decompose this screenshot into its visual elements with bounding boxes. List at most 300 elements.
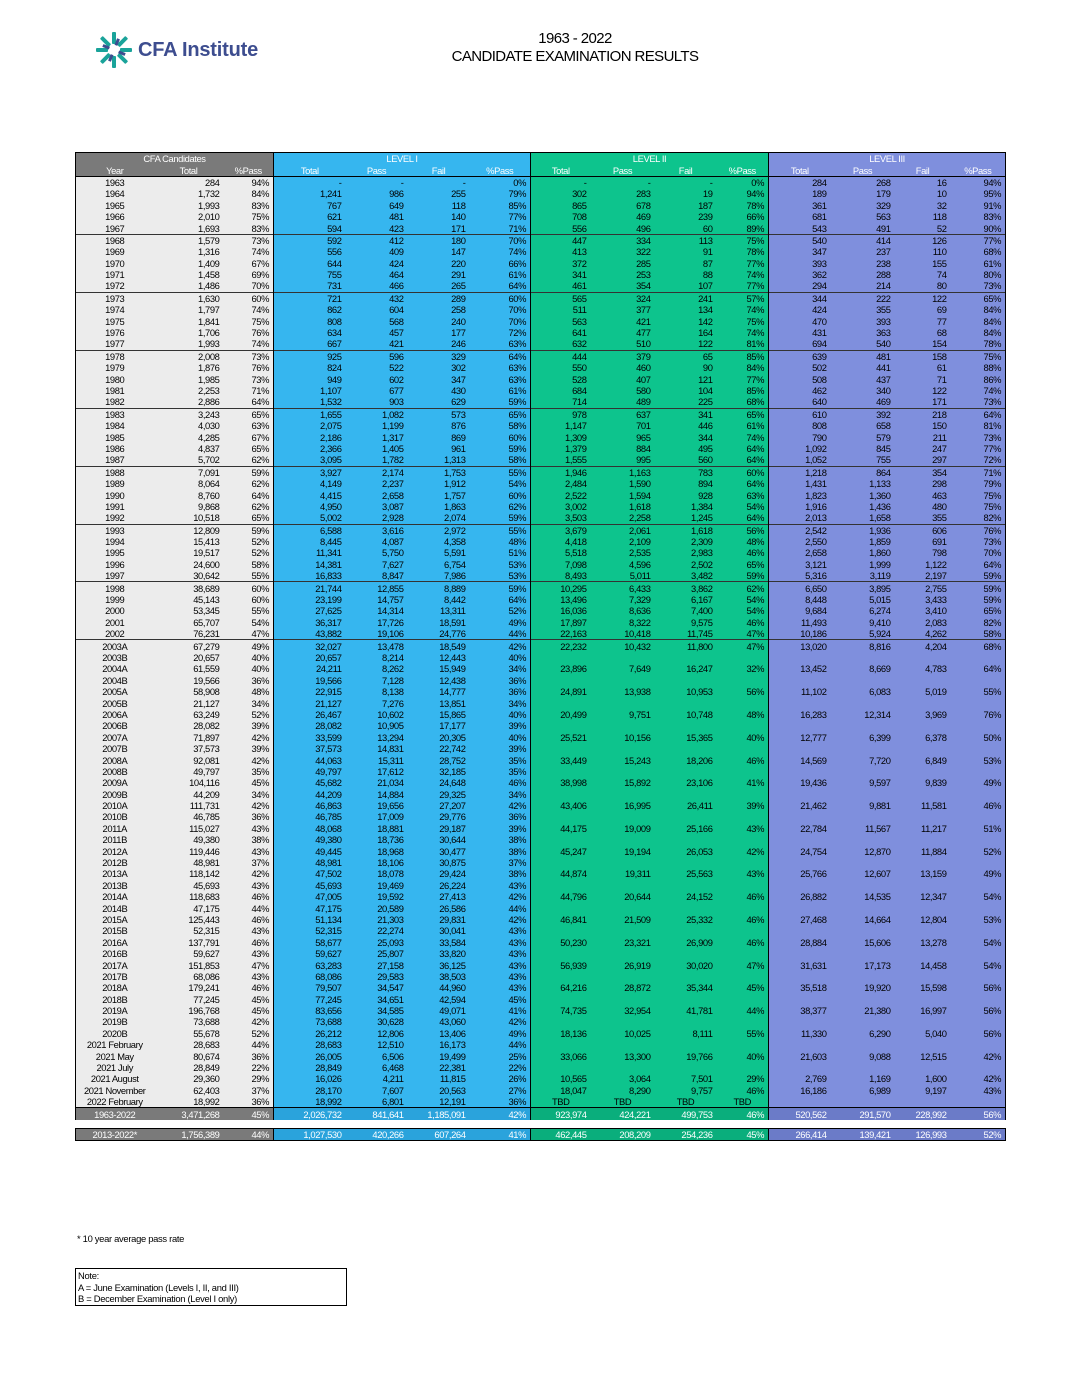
row-year: 2006B	[76, 720, 154, 731]
table-cell: 13,478	[346, 640, 408, 652]
table-cell: 681	[769, 211, 831, 222]
table-cell: 56%	[717, 686, 769, 697]
table-cell: 79,507	[274, 982, 346, 993]
table-cell: 60%	[224, 292, 274, 304]
table-row	[76, 315, 1006, 326]
table-cell: 23,896	[531, 663, 591, 674]
table-row	[76, 1005, 1006, 1016]
table-cell: 58%	[470, 420, 531, 431]
table-cell: 51%	[951, 823, 1006, 834]
table-cell: 46%	[717, 547, 769, 558]
table-cell: 393	[831, 315, 895, 326]
table-cell: 58%	[224, 559, 274, 570]
table-cell: 13,294	[346, 732, 408, 743]
table-cell: 59%	[951, 594, 1006, 605]
row-year: 1994	[76, 536, 154, 547]
table-cell: 26,882	[769, 891, 831, 902]
table-cell: 40%	[224, 652, 274, 663]
table-cell	[655, 811, 717, 822]
table-cell: 40%	[224, 663, 274, 674]
table-cell: 37%	[224, 1085, 274, 1096]
table-row	[76, 373, 1006, 384]
table-cell: 55%	[224, 570, 274, 582]
row-year: 1999	[76, 594, 154, 605]
table-cell	[831, 1039, 895, 1050]
table-row	[76, 176, 1006, 188]
table-cell: 50,230	[531, 937, 591, 948]
table-cell	[591, 652, 655, 663]
table-cell: 10,953	[655, 686, 717, 697]
table-cell: 961	[408, 443, 470, 454]
table-cell: 211	[895, 431, 951, 442]
table-cell: 49,071	[408, 1005, 470, 1016]
table-cell: 986	[346, 188, 408, 199]
table-row	[76, 396, 1006, 408]
table-cell: 3,482	[655, 570, 717, 582]
row-year: 1985	[76, 431, 154, 442]
table-cell: 17,897	[531, 617, 591, 628]
table-cell: 53%	[470, 570, 531, 582]
table-cell: 49,797	[154, 766, 224, 777]
table-cell	[769, 697, 831, 708]
table-cell: 556	[531, 222, 591, 234]
table-cell: 43%	[470, 948, 531, 959]
row-year: 2007B	[76, 743, 154, 754]
group-header-level3: LEVEL III	[769, 153, 1006, 165]
table-cell: 81%	[951, 420, 1006, 431]
table-cell: 45%	[717, 982, 769, 993]
table-cell	[951, 834, 1006, 845]
note-box	[75, 1268, 347, 1306]
table-cell: 2,026,732	[274, 1108, 346, 1120]
table-cell	[531, 743, 591, 754]
row-year: 2011B	[76, 834, 154, 845]
table-cell: 701	[591, 420, 655, 431]
table-cell: 151,853	[154, 959, 224, 970]
table-cell: 284	[154, 176, 224, 188]
table-cell: 755	[274, 269, 346, 280]
table-cell: 10,418	[591, 628, 655, 640]
table-cell: 2,522	[531, 489, 591, 500]
row-year: 2006A	[76, 709, 154, 720]
table-cell: 1,946	[531, 466, 591, 478]
table-cell: 49%	[470, 617, 531, 628]
note-line-b: B = December Examination (Level I only)	[78, 1293, 237, 1304]
table-cell: 82%	[951, 512, 1006, 524]
table-cell: 20,657	[274, 652, 346, 663]
table-row	[76, 350, 1006, 362]
table-row	[76, 971, 1006, 982]
table-cell	[831, 971, 895, 982]
table-cell: 26,586	[408, 902, 470, 913]
table-cell: 28,872	[591, 982, 655, 993]
row-year: 1963-2022	[76, 1108, 154, 1120]
table-cell: 3,471,268	[154, 1108, 224, 1120]
table-cell: 798	[895, 547, 951, 558]
table-cell: 29,424	[408, 868, 470, 879]
table-cell: 3,616	[346, 524, 408, 536]
table-cell: 20,305	[408, 732, 470, 743]
table-cell: 52	[895, 222, 951, 234]
table-cell: 22%	[470, 1062, 531, 1073]
table-cell: 437	[831, 373, 895, 384]
table-cell: 596	[346, 350, 408, 362]
table-cell	[591, 857, 655, 868]
table-cell: 10,518	[154, 512, 224, 524]
table-cell: 23,199	[274, 594, 346, 605]
table-cell: 15,949	[408, 663, 470, 674]
table-row	[76, 1085, 1006, 1096]
table-cell: 1,985	[154, 373, 224, 384]
table-cell: 28,849	[274, 1062, 346, 1073]
table-cell: 34%	[470, 663, 531, 674]
table-cell: 48%	[470, 536, 531, 547]
table-cell: 412	[346, 234, 408, 246]
page-title-years: 1963 - 2022	[538, 30, 612, 47]
table-cell: 21,509	[591, 914, 655, 925]
table-cell: 158	[895, 350, 951, 362]
table-cell: 2,197	[895, 570, 951, 582]
table-cell	[531, 1062, 591, 1073]
table-cell: 869	[408, 431, 470, 442]
table-cell: 18,047	[531, 1085, 591, 1096]
row-year: 2014A	[76, 891, 154, 902]
table-cell: 28,683	[154, 1039, 224, 1050]
table-cell: 36%	[224, 1050, 274, 1061]
table-cell	[769, 902, 831, 913]
table-cell: 604	[346, 304, 408, 315]
table-cell: 1,107	[274, 385, 346, 396]
table-cell: 884	[591, 443, 655, 454]
row-year: 2012A	[76, 845, 154, 856]
table-row	[76, 640, 1006, 652]
table-cell: 32%	[717, 663, 769, 674]
table-row	[76, 547, 1006, 558]
table-cell: 949	[274, 373, 346, 384]
table-cell: 179,241	[154, 982, 224, 993]
table-cell: 1,936	[831, 524, 895, 536]
table-cell: 104	[655, 385, 717, 396]
table-cell: 14,884	[346, 788, 408, 799]
table-cell: 6,849	[895, 754, 951, 765]
table-cell: 2,542	[769, 524, 831, 536]
table-cell: 294	[769, 280, 831, 292]
table-cell: 38%	[224, 834, 274, 845]
table-cell: 75%	[224, 315, 274, 326]
table-cell: 32,954	[591, 1005, 655, 1016]
table-cell: 1,782	[346, 454, 408, 466]
table-cell: 46,785	[154, 811, 224, 822]
table-cell: 177	[408, 327, 470, 338]
table-cell: 31,631	[769, 959, 831, 970]
table-cell: 238	[831, 258, 895, 269]
row-year: 2004B	[76, 675, 154, 686]
table-cell: 44%	[224, 902, 274, 913]
table-cell: 125,443	[154, 914, 224, 925]
table-cell: 2,174	[346, 466, 408, 478]
row-year: 2021 August	[76, 1073, 154, 1084]
table-cell: 5,011	[591, 570, 655, 582]
table-row	[76, 1062, 1006, 1073]
table-row	[76, 466, 1006, 478]
table-cell: 73%	[224, 234, 274, 246]
table-row	[76, 1028, 1006, 1039]
table-cell: 9,575	[655, 617, 717, 628]
table-cell	[951, 675, 1006, 686]
table-cell: 824	[274, 362, 346, 373]
table-cell: 7,627	[346, 559, 408, 570]
table-cell: 462,445	[531, 1128, 591, 1140]
table-cell: 43%	[224, 845, 274, 856]
table-cell: 7,607	[346, 1085, 408, 1096]
table-cell: 1,841	[154, 315, 224, 326]
table-cell: 10,905	[346, 720, 408, 731]
table-cell: 258	[408, 304, 470, 315]
table-cell: 432	[346, 292, 408, 304]
table-cell: 15,606	[831, 937, 895, 948]
table-cell: 1,317	[346, 431, 408, 442]
table-cell	[655, 720, 717, 731]
table-cell: 46,863	[274, 800, 346, 811]
table-cell: 59%	[951, 570, 1006, 582]
table-cell	[531, 697, 591, 708]
table-cell: 44,063	[274, 754, 346, 765]
table-cell: 5,518	[531, 547, 591, 558]
row-year: 1998	[76, 582, 154, 594]
row-year: 1996	[76, 559, 154, 570]
table-cell: 291,570	[831, 1108, 895, 1120]
table-cell: 189	[769, 188, 831, 199]
table-cell: 496	[591, 222, 655, 234]
table-cell: 12,806	[346, 1028, 408, 1039]
column-header: Total	[769, 164, 831, 176]
table-cell: 22,742	[408, 743, 470, 754]
table-cell: 42%	[224, 732, 274, 743]
table-cell: 33,066	[531, 1050, 591, 1061]
table-cell	[655, 1039, 717, 1050]
table-cell: 0%	[717, 176, 769, 188]
table-cell: 73%	[951, 431, 1006, 442]
table-cell: 79%	[470, 188, 531, 199]
table-cell	[655, 766, 717, 777]
table-cell	[951, 1062, 1006, 1073]
table-cell	[655, 1062, 717, 1073]
table-cell	[895, 857, 951, 868]
table-cell: 87	[655, 258, 717, 269]
table-cell: 481	[346, 211, 408, 222]
table-cell: 19,592	[346, 891, 408, 902]
table-cell: 16,186	[769, 1085, 831, 1096]
table-cell: 70%	[470, 234, 531, 246]
table-cell: 59%	[951, 582, 1006, 594]
table-cell: 24,211	[274, 663, 346, 674]
table-cell: 6,290	[831, 1028, 895, 1039]
table-cell	[951, 788, 1006, 799]
table-cell: TBD	[717, 1096, 769, 1108]
group-header-candidates: CFA Candidates	[76, 153, 274, 165]
table-cell: 3,969	[895, 709, 951, 720]
table-row	[76, 420, 1006, 431]
table-cell: 68%	[951, 640, 1006, 652]
table-cell: 289	[408, 292, 470, 304]
table-cell: 363	[831, 327, 895, 338]
table-cell: 4,837	[154, 443, 224, 454]
table-cell: 40%	[717, 1050, 769, 1061]
table-cell: 602	[346, 373, 408, 384]
table-cell	[531, 720, 591, 731]
table-cell: 49,445	[274, 845, 346, 856]
row-year: 1970	[76, 258, 154, 269]
table-cell: 302	[531, 188, 591, 199]
table-cell: 70%	[470, 315, 531, 326]
table-cell	[717, 994, 769, 1005]
table-cell: 13,406	[408, 1028, 470, 1039]
table-cell: 38,377	[769, 1005, 831, 1016]
row-year: 1990	[76, 489, 154, 500]
row-year: 1964	[76, 188, 154, 199]
table-cell: 115,027	[154, 823, 224, 834]
table-cell: 62%	[224, 478, 274, 489]
table-cell	[591, 675, 655, 686]
table-cell: 68,086	[154, 971, 224, 982]
table-cell: 1,169	[831, 1073, 895, 1084]
table-cell: 18,992	[154, 1096, 224, 1108]
table-cell: 19,436	[769, 777, 831, 788]
table-cell: 5,702	[154, 454, 224, 466]
table-cell: 44,960	[408, 982, 470, 993]
table-cell: 43,406	[531, 800, 591, 811]
row-year: 2021 July	[76, 1062, 154, 1073]
table-cell: 543	[769, 222, 831, 234]
table-cell: 30,642	[154, 570, 224, 582]
table-cell	[951, 880, 1006, 891]
table-cell: 26,053	[655, 845, 717, 856]
table-cell: 1,405	[346, 443, 408, 454]
table-cell	[531, 880, 591, 891]
table-cell: 1,797	[154, 304, 224, 315]
table-cell: 38%	[470, 834, 531, 845]
table-cell: 629	[408, 396, 470, 408]
table-cell: 254,236	[655, 1128, 717, 1140]
table-cell: 52%	[224, 1028, 274, 1039]
table-row	[76, 800, 1006, 811]
table-cell: 12,438	[408, 675, 470, 686]
row-year: 2022 February	[76, 1096, 154, 1108]
table-cell: 20,563	[408, 1085, 470, 1096]
table-cell: 808	[769, 420, 831, 431]
table-cell: 171	[408, 222, 470, 234]
table-cell: 26,467	[274, 709, 346, 720]
table-cell: 59%	[470, 582, 531, 594]
table-cell: 140	[408, 211, 470, 222]
table-cell: 45%	[224, 1108, 274, 1120]
table-cell	[531, 925, 591, 936]
table-cell: 53%	[951, 754, 1006, 765]
table-cell: 36%	[470, 675, 531, 686]
table-cell: 44,209	[154, 788, 224, 799]
row-year: 1980	[76, 373, 154, 384]
table-cell: 6,650	[769, 582, 831, 594]
table-row	[76, 732, 1006, 743]
column-header: %Pass	[951, 164, 1006, 176]
table-cell: 17,726	[346, 617, 408, 628]
table-cell: 441	[831, 362, 895, 373]
table-cell: 241	[655, 292, 717, 304]
table-cell: 45%	[224, 994, 274, 1005]
table-cell: 6,433	[591, 582, 655, 594]
table-cell: 62%	[717, 582, 769, 594]
table-cell	[717, 652, 769, 663]
table-cell: 9,410	[831, 617, 895, 628]
table-cell: 164	[655, 327, 717, 338]
table-cell: 15,311	[346, 754, 408, 765]
table-cell	[769, 994, 831, 1005]
table-cell: 65%	[717, 559, 769, 570]
table-row	[76, 431, 1006, 442]
table-cell: 25,166	[655, 823, 717, 834]
table-cell: 27,207	[408, 800, 470, 811]
table-cell: 66%	[717, 211, 769, 222]
table-cell: 14,569	[769, 754, 831, 765]
table-cell: 43%	[224, 880, 274, 891]
row-year: 2021 February	[76, 1039, 154, 1050]
table-cell: 11,815	[408, 1073, 470, 1084]
table-cell: 80	[895, 280, 951, 292]
table-cell: 54%	[717, 605, 769, 616]
table-cell	[831, 925, 895, 936]
table-cell: 42%	[470, 1108, 531, 1120]
table-row	[76, 501, 1006, 512]
table-cell: 691	[895, 536, 951, 547]
row-year: 1986	[76, 443, 154, 454]
table-cell: 39%	[470, 743, 531, 754]
table-row	[76, 1096, 1006, 1108]
page-title: CANDIDATE EXAMINATION RESULTS	[451, 48, 699, 65]
table-row	[76, 891, 1006, 902]
table-cell: 3,895	[831, 582, 895, 594]
table-cell: 965	[591, 431, 655, 442]
table-cell: -	[408, 176, 470, 188]
table-cell: 556	[274, 246, 346, 257]
row-year: 2008A	[76, 754, 154, 765]
table-cell: 0%	[470, 176, 531, 188]
table-cell: 21,380	[831, 1005, 895, 1016]
table-cell: 60	[655, 222, 717, 234]
table-cell: 41%	[470, 1005, 531, 1016]
table-row	[76, 362, 1006, 373]
table-cell: 540	[831, 338, 895, 350]
column-header-row	[76, 164, 1006, 176]
row-year: 2021 May	[76, 1050, 154, 1061]
table-cell: 126	[895, 234, 951, 246]
table-cell	[717, 675, 769, 686]
table-cell: 45,693	[154, 880, 224, 891]
table-cell: 1,122	[895, 559, 951, 570]
table-cell: 64%	[951, 663, 1006, 674]
table-cell	[717, 971, 769, 982]
table-cell	[895, 994, 951, 1005]
table-cell: 60%	[224, 594, 274, 605]
table-cell: 43%	[717, 868, 769, 879]
table-cell: 65%	[224, 408, 274, 420]
row-year: 1974	[76, 304, 154, 315]
table-cell: -	[531, 176, 591, 188]
row-year: 2010A	[76, 800, 154, 811]
row-year: 1978	[76, 350, 154, 362]
column-header: Pass	[831, 164, 895, 176]
table-cell: 26,919	[591, 959, 655, 970]
table-cell: 77%	[470, 211, 531, 222]
